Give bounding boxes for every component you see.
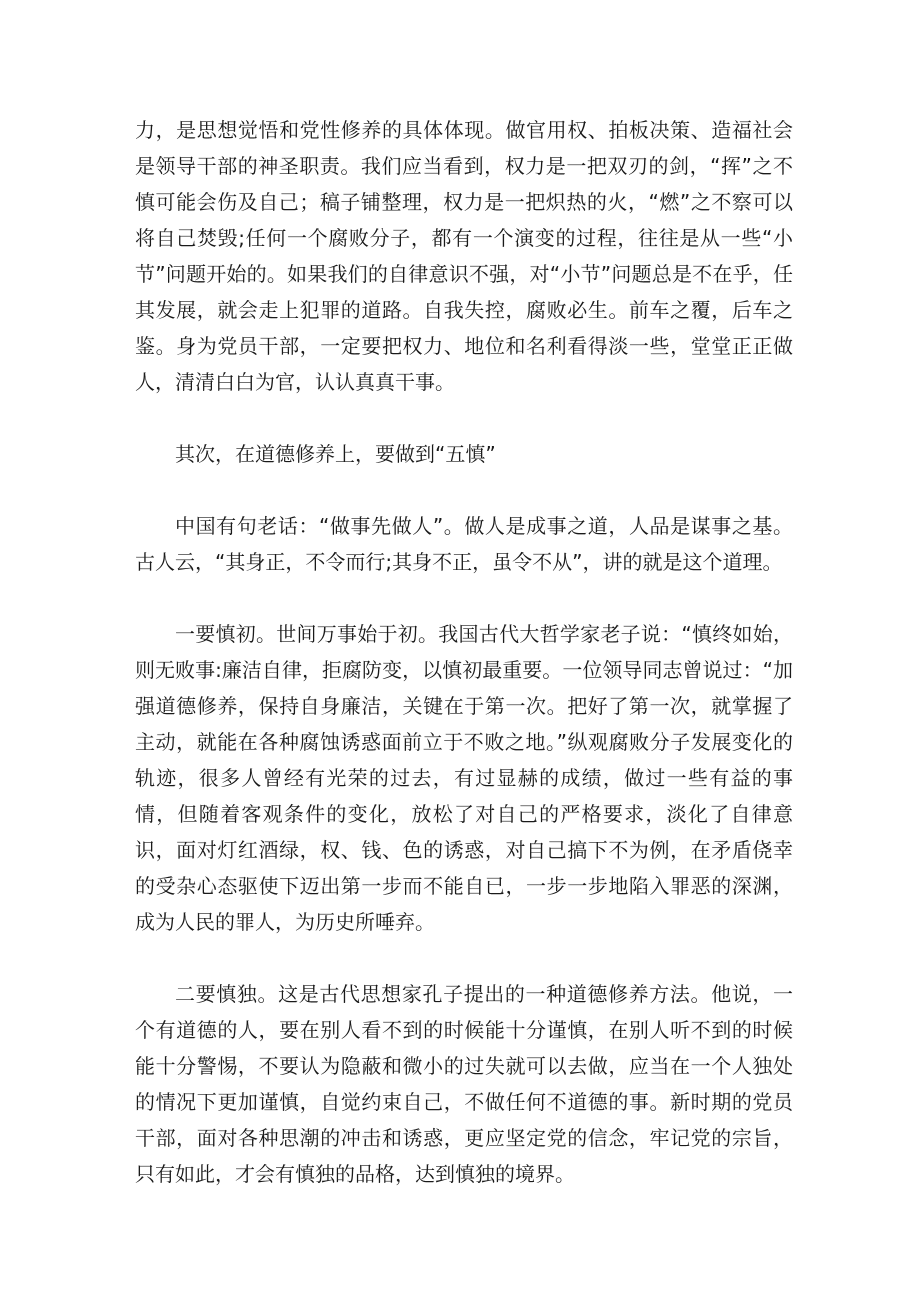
paragraph-intro: 中国有句老话：“做事先做人”。做人是成事之道，人品是谋事之基。古人云，“其身正，不令而行;其身不正，虽令不从”，讲的就是这个道理。 <box>135 514 793 574</box>
paragraph-shen-du: 二要慎独。这是古代思想家孔子提出的一种道德修养方法。他说，一个有道德的人，要在别人看不到的时候能十分谨慎，在别人听不到的时候能十分警惕，不要认为隐蔽和微小的过失就可以去做，应当在一个人独处的情况下更加谨慎，自觉约束自己，不做任何不道德的事。新时期的党员干部，面对各种思潮的冲击和诱惑，更应坚定党的信念，牢记党的宗旨，只有如此，才会有慎独的品格，达到慎独的境界。 <box>135 982 793 1186</box>
section-heading: 其次，在道德修养上，要做到“五慎” <box>175 442 496 466</box>
paragraph-continuation: 力，是思想觉悟和党性修养的具体体现。做官用权、拍板决策、造福社会是领导干部的神圣职责。我们应当看到，权力是一把双刃的剑，“挥”之不慎可能会伤及自己；稿子铺整理，权力是一把炽热的火，“燃”之不察可以将自己焚毁;任何一个腐败分子，都有一个演变的过程，往往是从一些“小节”问题开始的。如果我们的自律意识不强，对“小节”问题总是不在乎，任其发展，就会走上犯罪的道路。自我失控，腐败必生。前车之覆，后车之鉴。身为党员干部，一定要把权力、地位和名利看得淡一些，堂堂正正做人，清清白白为官，认认真真干事。 <box>135 118 793 394</box>
document-body <box>135 112 793 1228</box>
paragraph-shen-chu: 一要慎初。世间万事始于初。我国古代大哲学家老子说：“慎终如始，则无败事:廉洁自律，拒腐防变，以慎初最重要。一位领导同志曾说过：“加强道德修养，保持自身廉洁，关键在于第一次。把好了第一次，就掌握了主动，就能在各种腐蚀诱惑面前立于不败之地。”纵观腐败分子发展变化的轨迹，很多人曾经有光荣的过去，有过显赫的成绩，做过一些有益的事情，但随着客观条件的变化，放松了对自己的严格要求，淡化了自律意识，面对灯红酒绿，权、钱、色的诱惑，对自己搞下不为例，在矛盾侥幸的受杂心态驱使下迈出第一步而不能自已，一步一步地陷入罪恶的深渊，成为人民的罪人，为历史所唾弃。 <box>135 622 793 934</box>
